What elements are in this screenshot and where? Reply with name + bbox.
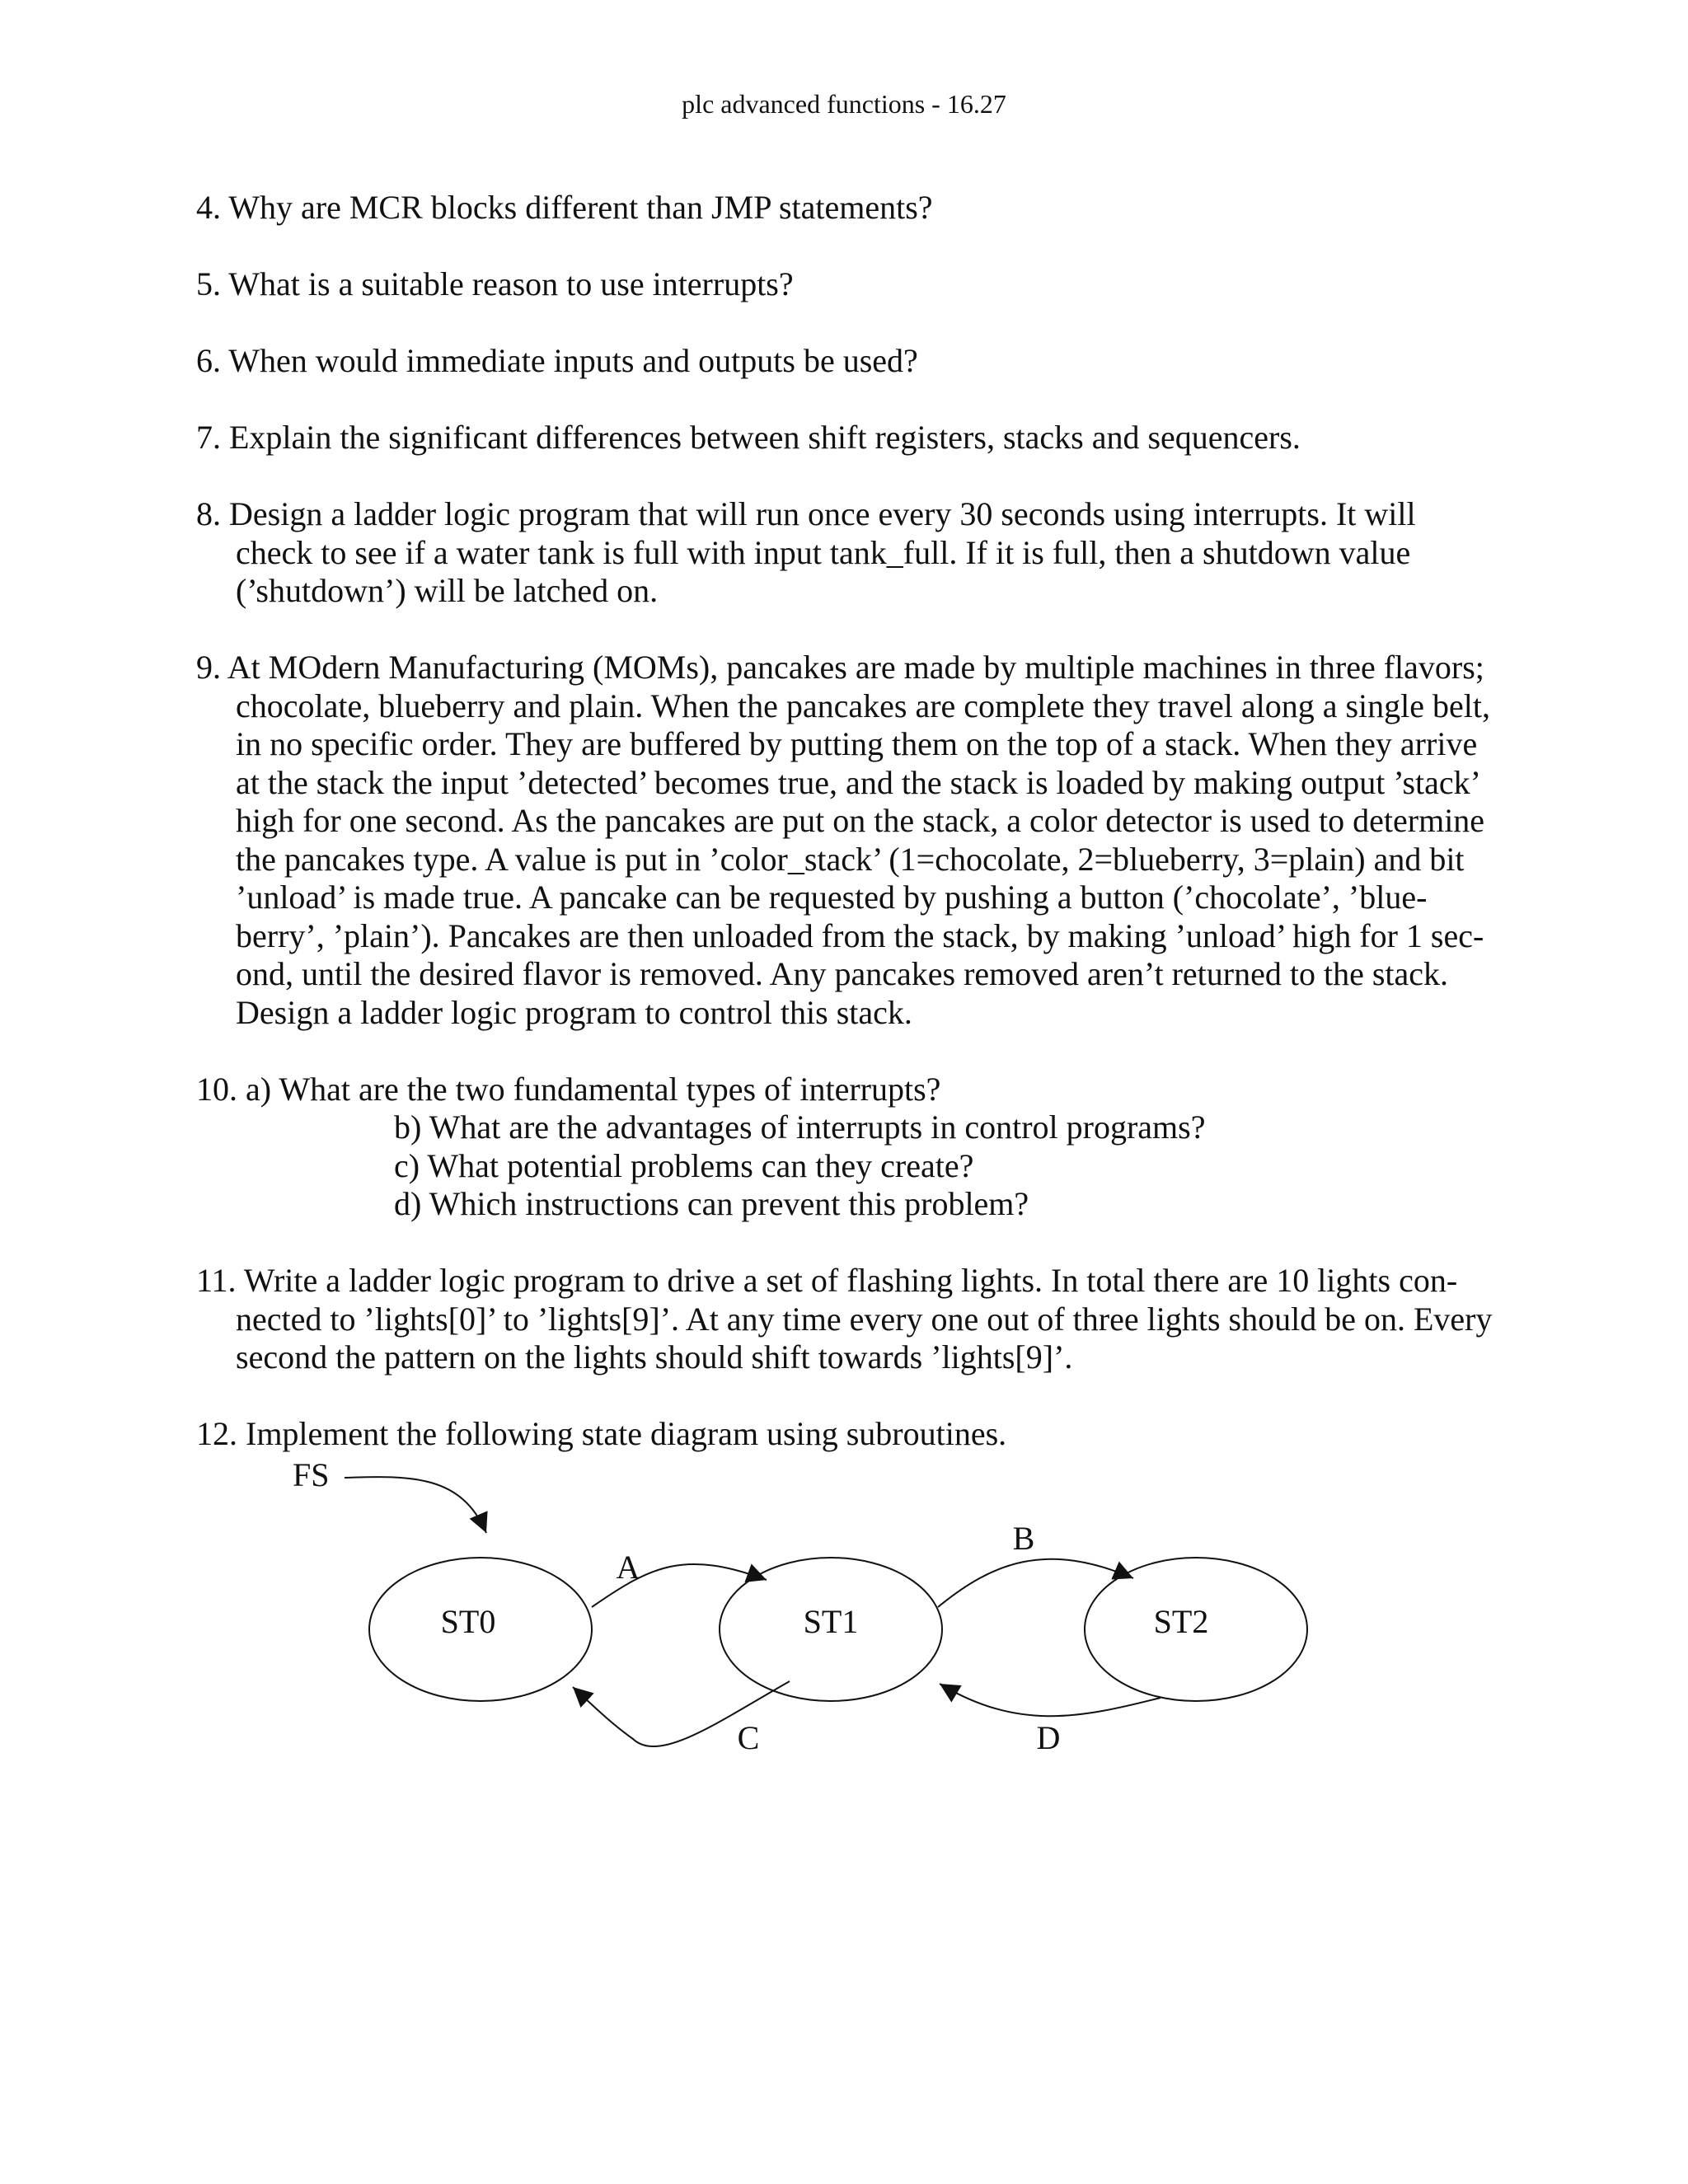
question-8-line: 8. Design a ladder logic program that will run once every 30 seconds using interrupts. It will (196, 495, 1416, 532)
question-4: 4. Why are MCR blocks different than JMP statements? (196, 189, 933, 226)
question-8-line: (’shutdown’) will be latched on. (236, 572, 659, 609)
question-8-line: check to see if a water tank is full with input tank_full. If it is full, then a shutdown value (236, 533, 1411, 571)
question-9-line: berry’, ’plain’). Pancakes are then unloaded from the stack, by making ’unload’ high for 1 sec- (236, 916, 1484, 954)
question-9-line: high for one second. As the pancakes are put on the stack, a color detector is used to determine (236, 802, 1485, 839)
start-label-fs: FS (293, 1456, 330, 1493)
transition-b-label: B (1012, 1520, 1035, 1557)
question-7: 7. Explain the significant differences between shift registers, stacks and sequencers. (196, 419, 1301, 456)
question-9-line: 9. At MOdern Manufacturing (MOMs), pancakes are made by multiple machines in three flavors; (196, 649, 1484, 686)
state-st0-label: ST0 (440, 1603, 496, 1641)
question-11-line: nected to ’lights[0]’ to ’lights[9]’. At any time every one out of three lights should be on. Every (236, 1300, 1493, 1338)
question-11-line: second the pattern on the lights should shift towards ’lights[9]’. (236, 1338, 1073, 1376)
transition-b-arrow (938, 1559, 1133, 1607)
question-9-line: the pancakes type. A value is put in ’color_stack’ (1=chocolate, 2=blueberry, 3=plain) and bit (236, 840, 1465, 878)
question-10d: d) Which instructions can prevent this problem? (394, 1185, 1029, 1222)
state-st2-label: ST2 (1153, 1603, 1209, 1641)
question-10a: 10. a) What are the two fundamental types of interrupts? (196, 1071, 941, 1108)
question-12: 12. Implement the following state diagram using subroutines. (196, 1415, 1007, 1452)
question-9-line: ’unload’ is made true. A pancake can be requested by pushing a button (’chocolate’, ’blue- (236, 879, 1428, 916)
question-6: 6. When would immediate inputs and outputs be used? (196, 342, 918, 379)
transition-d-label: D (1036, 1719, 1061, 1756)
transition-c-label: C (737, 1719, 760, 1756)
transition-d-arrow (940, 1684, 1160, 1716)
page-header: plc advanced functions - 16.27 (682, 89, 1006, 119)
state-st1-label: ST1 (803, 1603, 859, 1641)
question-10c: c) What potential problems can they create? (394, 1147, 974, 1184)
question-11-line: 11. Write a ladder logic program to drive a set of flashing lights. In total there are 10 lights con- (196, 1262, 1458, 1299)
question-5: 5. What is a suitable reason to use interrupts? (196, 265, 794, 302)
question-9-line: in no specific order. They are buffered by putting them on the top of a stack. When they arrive (236, 725, 1478, 762)
question-9-line: Design a ladder logic program to control this stack. (236, 993, 912, 1031)
start-arrow (345, 1477, 486, 1533)
question-9-line: ond, until the desired flavor is removed. Any pancakes removed aren’t returned to the stack. (236, 955, 1449, 992)
question-10b: b) What are the advantages of interrupts in control programs? (394, 1108, 1206, 1146)
question-9-line: chocolate, blueberry and plain. When the pancakes are complete they travel along a single belt, (236, 687, 1490, 724)
transition-a-label: A (616, 1549, 640, 1586)
question-9-line: at the stack the input ’detected’ becomes true, and the stack is loaded by making output ’stack’ (236, 763, 1479, 801)
